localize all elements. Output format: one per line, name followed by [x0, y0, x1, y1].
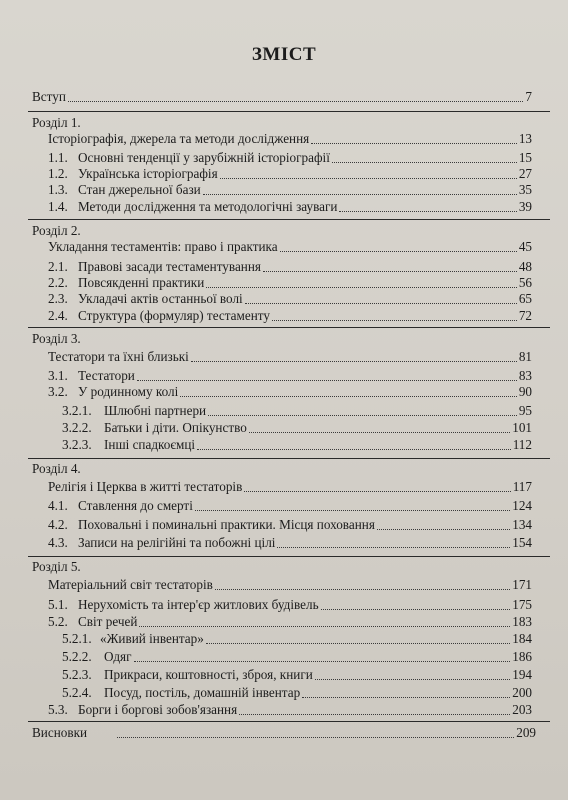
toc-entry[interactable]: 5.2.1. «Живий інвентар» 184	[62, 631, 532, 646]
dot-leader	[302, 697, 510, 698]
dot-leader	[117, 737, 514, 738]
toc-section-title[interactable]: Релігія і Церква в житті тестаторів 117	[48, 479, 532, 494]
toc-entry[interactable]: 2.1. Правові засади тестаментування 48	[48, 259, 532, 274]
toc-entry-label: Висновки	[32, 725, 88, 740]
dot-leader	[220, 178, 517, 179]
dot-leader	[321, 609, 511, 610]
dot-leader	[311, 143, 517, 144]
dot-leader	[203, 194, 517, 195]
dot-leader	[68, 101, 524, 102]
dot-leader	[332, 162, 517, 163]
section-heading: Розділ 5.	[32, 559, 81, 574]
dot-leader	[245, 303, 517, 304]
dot-leader	[134, 661, 511, 662]
section-heading: Розділ 4.	[32, 461, 81, 476]
toc-section-title[interactable]: Історіографія, джерела та методи дослідження 13	[48, 131, 532, 146]
dot-leader	[315, 679, 510, 680]
toc-section-title[interactable]: Матеріальний світ тестаторів 171	[48, 577, 532, 592]
dot-leader	[137, 380, 517, 381]
dot-leader	[206, 287, 517, 288]
section-divider	[28, 556, 550, 557]
toc-entry[interactable]: 2.2. Повсякденні практики 56	[48, 275, 532, 290]
toc-entry[interactable]: 4.3. Записи на релігійні та побожні цілі 154	[48, 535, 532, 550]
dot-leader	[377, 529, 510, 530]
dot-leader	[197, 449, 511, 450]
toc-entry-intro[interactable]	[32, 88, 532, 106]
toc-entry[interactable]: 5.2.2. Одяг 186	[62, 649, 532, 664]
section-divider	[28, 327, 550, 328]
dot-leader	[208, 415, 517, 416]
dot-leader	[195, 510, 510, 511]
section-heading: Розділ 3.	[32, 331, 81, 346]
toc-entry[interactable]: 1.4. Методи дослідження та методологічні зауваги 39	[48, 199, 532, 214]
toc-entry[interactable]: 3.2.1. Шлюбні партнери 95	[62, 403, 532, 418]
dot-leader	[215, 589, 510, 590]
toc-entry[interactable]: 3.2.2. Батьки і діти. Опікунство 101	[62, 420, 532, 435]
toc-entry[interactable]: 3.2. У родинному колі 90	[48, 384, 532, 399]
dot-leader	[239, 714, 510, 715]
toc-entry[interactable]: 4.1. Ставлення до смерті 124	[48, 498, 532, 513]
toc-entry[interactable]: 4.2. Поховальні і поминальні практики. Місця поховання 134	[48, 517, 532, 532]
toc-entry-page: 7	[525, 89, 532, 104]
toc-entry[interactable]: 1.2. Українська історіографія 27	[48, 166, 532, 181]
dot-leader	[272, 320, 517, 321]
toc-entry[interactable]: 2.3. Укладачі актів останньої волі 65	[48, 291, 532, 306]
toc-entry[interactable]: 5.1. Нерухомість та інтер'єр житлових будівель 175	[48, 597, 532, 612]
toc-entry[interactable]: 2.4. Структура (формуляр) тестаменту 72	[48, 308, 532, 323]
toc-section-title[interactable]: Тестатори та їхні близькі 81	[48, 349, 532, 364]
toc-entry[interactable]: 3.1. Тестатори 83	[48, 368, 532, 383]
toc-entry[interactable]: 1.1. Основні тенденції у зарубіжній історіографії 15	[48, 150, 532, 165]
toc-entry-label: Вступ	[32, 89, 66, 104]
toc-entry[interactable]: 5.2.4. Посуд, постіль, домашній інвентар 200	[62, 685, 532, 700]
section-divider	[28, 458, 550, 459]
section-divider	[28, 111, 550, 112]
dot-leader	[244, 491, 510, 492]
section-heading: Розділ 1.	[32, 115, 81, 130]
dot-leader	[339, 211, 516, 212]
dot-leader	[249, 432, 510, 433]
dot-leader	[180, 396, 517, 397]
toc-entry[interactable]: 5.2.3. Прикраси, коштовності, зброя, книги 194	[62, 667, 532, 682]
section-divider	[28, 219, 550, 220]
toc-entry-conclusion[interactable]	[32, 724, 536, 742]
section-divider	[28, 721, 550, 722]
toc-entry[interactable]: 5.3. Борги і боргові зобов'язання 203	[48, 702, 532, 717]
toc-entry[interactable]: 1.3. Стан джерельної бази 35	[48, 182, 532, 197]
toc-section-title[interactable]: Укладання тестаментів: право і практика 45	[48, 239, 532, 254]
dot-leader	[191, 361, 517, 362]
dot-leader	[280, 251, 517, 252]
page-title: ЗМІСТ	[251, 44, 317, 65]
dot-leader	[277, 547, 510, 548]
toc-entry-page: 209	[516, 725, 536, 740]
section-heading: Розділ 2.	[32, 223, 81, 238]
dot-leader	[263, 271, 517, 272]
toc-entry[interactable]: 5.2. Світ речей 183	[48, 614, 532, 629]
dot-leader	[206, 643, 510, 644]
dot-leader	[139, 626, 510, 627]
toc-entry[interactable]: 3.2.3. Інші спадкоємці 112	[62, 437, 532, 452]
